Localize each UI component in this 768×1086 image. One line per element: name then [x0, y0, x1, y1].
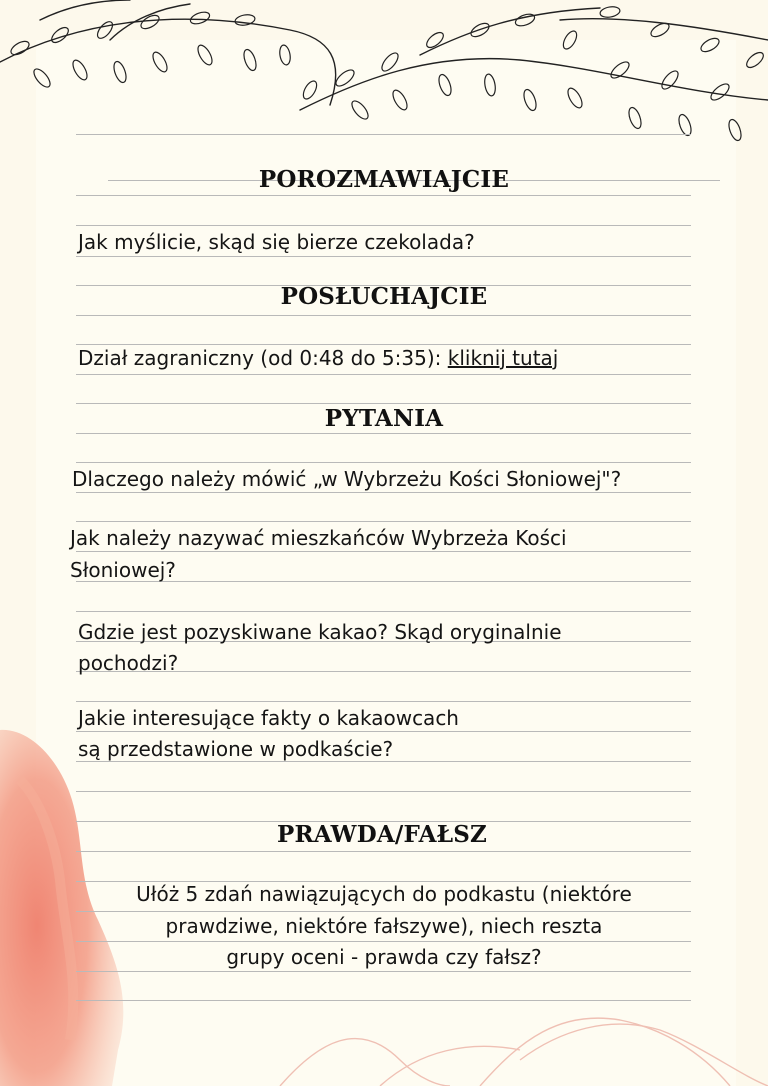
question-2-line-2: Słoniowej? — [70, 558, 176, 582]
question-3-line-1: Gdzie jest pozyskiwane kakao? Skąd oryginalnie — [78, 620, 562, 644]
leaf-branch-decoration — [0, 0, 768, 170]
true-false-line-3: grupy oceni - prawda czy fałsz? — [226, 945, 542, 969]
listen-text: Dział zagraniczny (od 0:48 do 5:35): — [78, 346, 448, 370]
question-2-line-1: Jak należy nazywać mieszkańców Wybrzeża Kości — [70, 526, 567, 550]
podcast-link[interactable]: kliknij tutaj — [447, 346, 559, 370]
heading-discuss: POROZMAWIAJCIE — [258, 166, 510, 193]
heading-questions: PYTANIA — [324, 405, 444, 432]
listen-line — [78, 343, 558, 374]
discuss-question: Jak myślicie, skąd się bierze czekolada? — [78, 230, 475, 254]
heading-true-false: PRAWDA/FAŁSZ — [276, 821, 488, 848]
question-3-line-2: pochodzi? — [78, 651, 179, 675]
question-1: Dlaczego należy mówić „w Wybrzeżu Kości Słoniowej"? — [72, 467, 622, 491]
true-false-line-1: Ułóż 5 zdań nawiązujących do podkastu (niektóre — [136, 882, 632, 906]
question-4-line-1: Jakie interesujące fakty o kakaowcach — [78, 706, 459, 730]
true-false-line-2: prawdziwe, niektóre fałszywe), niech reszta — [165, 914, 603, 938]
question-4-line-2: są przedstawione w podkaście? — [78, 737, 394, 761]
heading-listen: POSŁUCHAJCIE — [280, 283, 488, 310]
